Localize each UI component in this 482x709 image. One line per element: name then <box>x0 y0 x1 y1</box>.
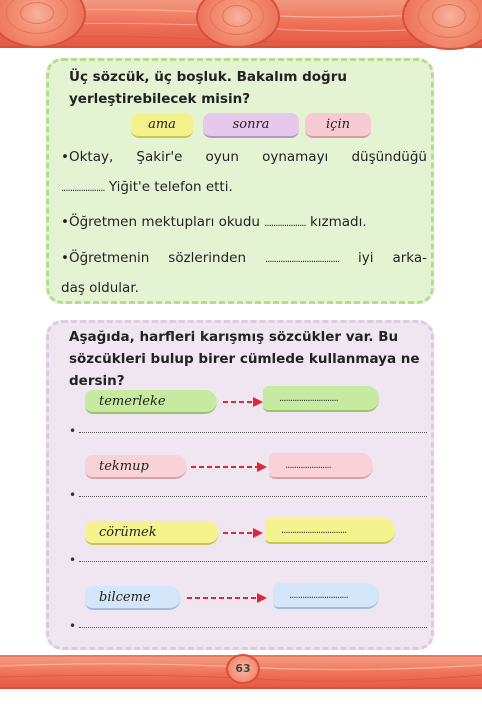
sentence-1-end: Yiğit'e telefon etti. <box>104 179 233 195</box>
arrow-icon <box>221 526 265 540</box>
scrambled-word-4: bilceme <box>85 586 181 610</box>
sentence-1-line-1: •Oktay, Şakir'e oyun oynamayı düşündüğü <box>61 149 427 165</box>
sentence-3-line-1 <box>61 247 427 271</box>
answer-box-1[interactable]: ........................... <box>263 386 379 412</box>
sentence-2-start: •Öğretmen mektupları okudu <box>61 214 265 230</box>
page-number: 63 <box>226 654 260 684</box>
fill-in-blanks-box <box>46 58 434 304</box>
exercise1-instructions: Üç sözcük, üç boşluk. Bakalım doğru yerleştirebilecek misin? <box>69 69 347 107</box>
blank-1[interactable]: .................... <box>61 183 105 194</box>
arrow-icon <box>221 395 265 409</box>
scrambled-word-2: tekmup <box>85 455 187 479</box>
answer-box-3[interactable]: .............................. <box>265 518 395 544</box>
bullet-1: • <box>69 424 77 438</box>
sentence-write-line-4[interactable] <box>69 619 427 633</box>
sentence-1-line-2 <box>61 176 427 200</box>
sentence-3-start: •Öğretmenin sözlerinden <box>61 250 265 266</box>
bullet-4: • <box>69 619 77 633</box>
answer-box-4[interactable]: ........................... <box>273 583 379 609</box>
bullet-2: • <box>69 488 77 502</box>
sentence-write-line-1[interactable] <box>69 424 427 438</box>
sentence-2 <box>61 211 427 235</box>
sentence-3-end: iyi arka- <box>339 250 427 266</box>
arrow-icon <box>185 591 269 605</box>
arrow-icon <box>189 460 269 474</box>
word-chip-icin[interactable]: için <box>305 113 371 138</box>
bullet-3: • <box>69 553 77 567</box>
word-chip-sonra[interactable]: sonra <box>203 113 299 138</box>
sentence-2-end: kızmadı. <box>305 214 367 230</box>
blank-3[interactable]: .................................. <box>264 254 340 265</box>
scrambled-word-1: temerleke <box>85 390 217 414</box>
blank-2[interactable]: ................... <box>264 218 306 229</box>
scrambled-word-3: cörümek <box>85 521 219 545</box>
word-chip-ama[interactable]: ama <box>131 113 193 138</box>
answer-box-2[interactable]: ..................... <box>269 453 373 479</box>
exercise2-instructions: Aşağıda, harfleri karışmış sözcükler var. Bu sözcükleri bulup birer cümlede kullanmaya ne dersin? <box>69 329 420 389</box>
sentence-3-line-2: daş oldular. <box>61 280 139 296</box>
sentence-write-line-3[interactable] <box>69 553 427 567</box>
sentence-write-line-2[interactable] <box>69 488 427 502</box>
scrambled-words-box <box>46 320 434 650</box>
